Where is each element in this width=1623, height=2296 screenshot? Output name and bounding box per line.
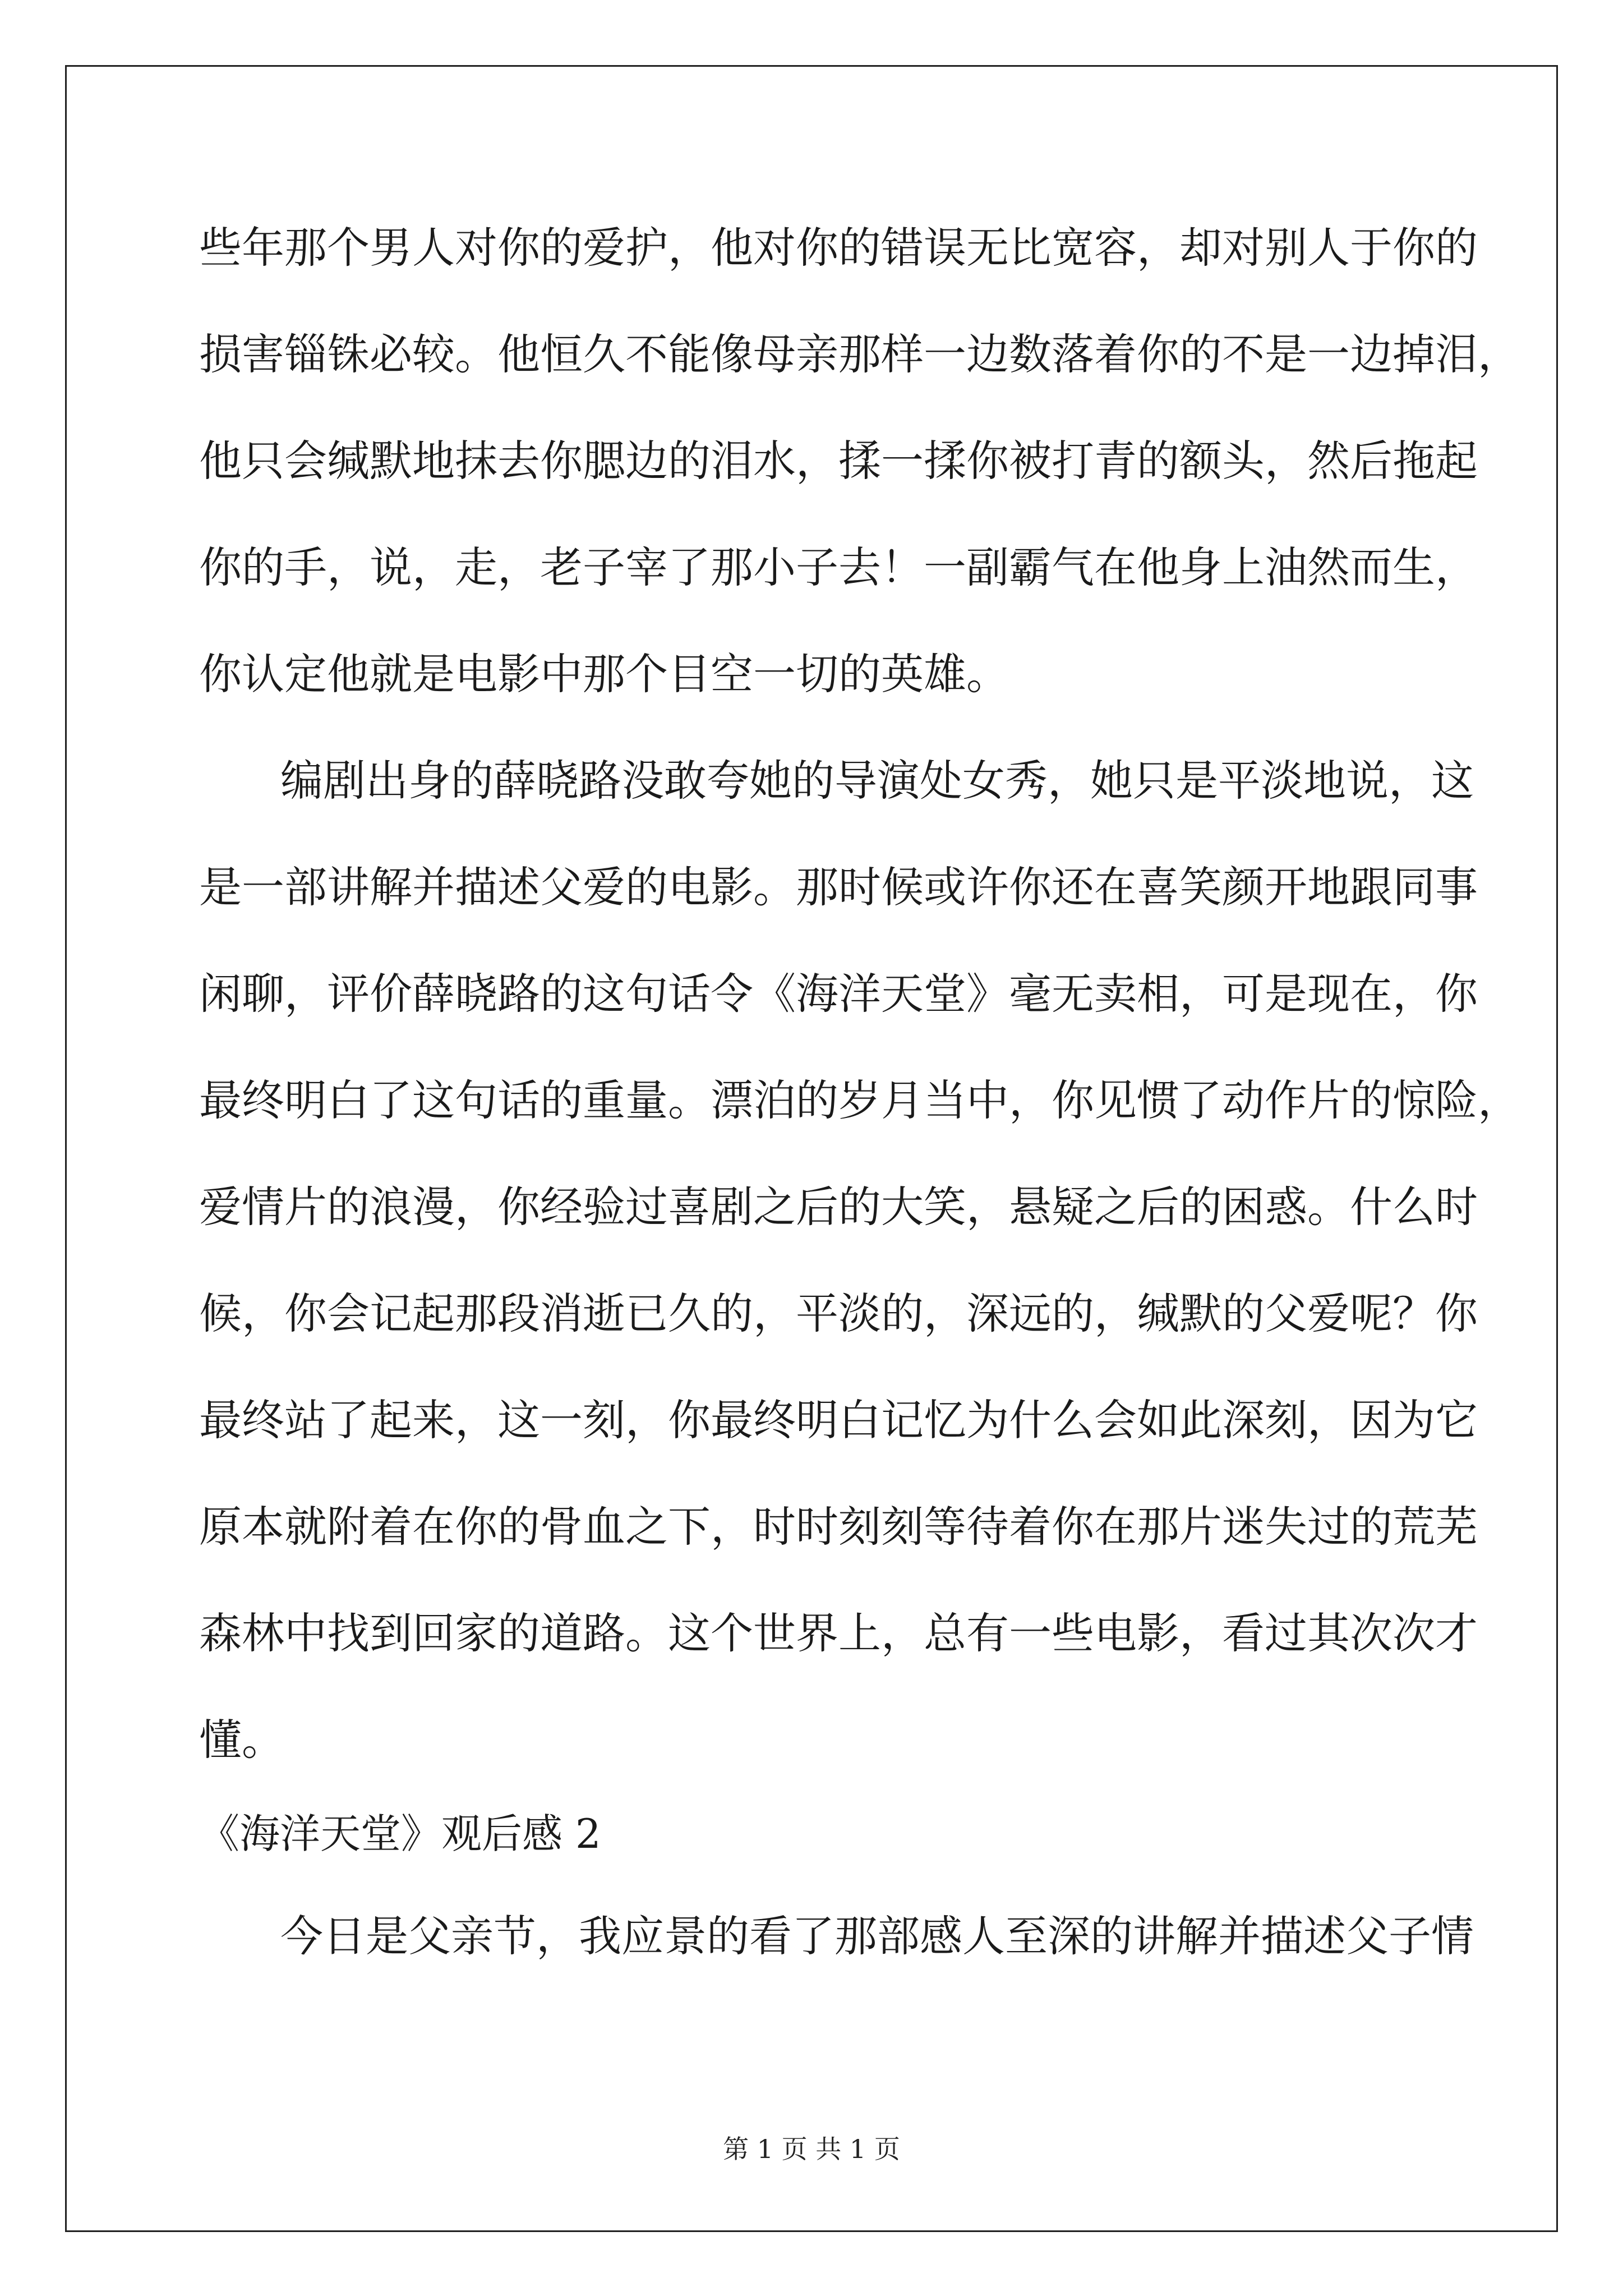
text-line: 你的手，说，走，老子宰了那小子去！一副霸气在他身上油然而生， [199,542,1478,592]
paragraph-start-line: 编剧出身的薛晓路没敢夸她的导演处女秀，她只是平淡地说，这 [280,756,1474,806]
text-line: 是一部讲解并描述父爱的电影。那时候或许你还在喜笑颜开地跟同事 [199,862,1478,912]
section-heading: 《海洋天堂》观后感 2 [199,1810,601,1857]
page-footer: 第 1 页 共 1 页 [723,2134,900,2164]
text-line: 懂。 [199,1715,284,1765]
text-line: 些年那个男人对你的爱护，他对你的错误无比宽容，却对别人于你的 [199,223,1478,273]
text-line: 爱情片的浪漫，你经验过喜剧之后的大笑，悬疑之后的困惑。什么时 [199,1182,1478,1232]
text-line: 最终站了起来，这一刻，你最终明白记忆为什么会如此深刻，因为它 [199,1395,1478,1445]
text-line: 最终明白了这句话的重量。漂泊的岁月当中，你见惯了动作片的惊险， [199,1075,1520,1125]
text-line: 森林中找到回家的道路。这个世界上，总有一些电影，看过其次次才 [199,1608,1478,1658]
text-line: 原本就附着在你的骨血之下，时时刻刻等待着你在那片迷失过的荒芜 [199,1502,1478,1552]
text-line: 损害锱铢必较。他恒久不能像母亲那样一边数落着你的不是一边掉泪， [199,329,1520,379]
paragraph-start-line: 今日是父亲节，我应景的看了那部感人至深的讲解并描述父子情 [280,1911,1474,1961]
text-line: 闲聊，评价薛晓路的这句话令《海洋天堂》毫无卖相，可是现在，你 [199,969,1478,1019]
text-line: 候，你会记起那段消逝已久的，平淡的，深远的，缄默的父爱呢？你 [199,1289,1478,1338]
text-line: 你认定他就是电影中那个目空一切的英雄。 [199,649,1009,699]
page-border [65,65,1558,2232]
text-line: 他只会缄默地抹去你腮边的泪水，揉一揉你被打青的额头，然后拖起 [199,436,1478,486]
